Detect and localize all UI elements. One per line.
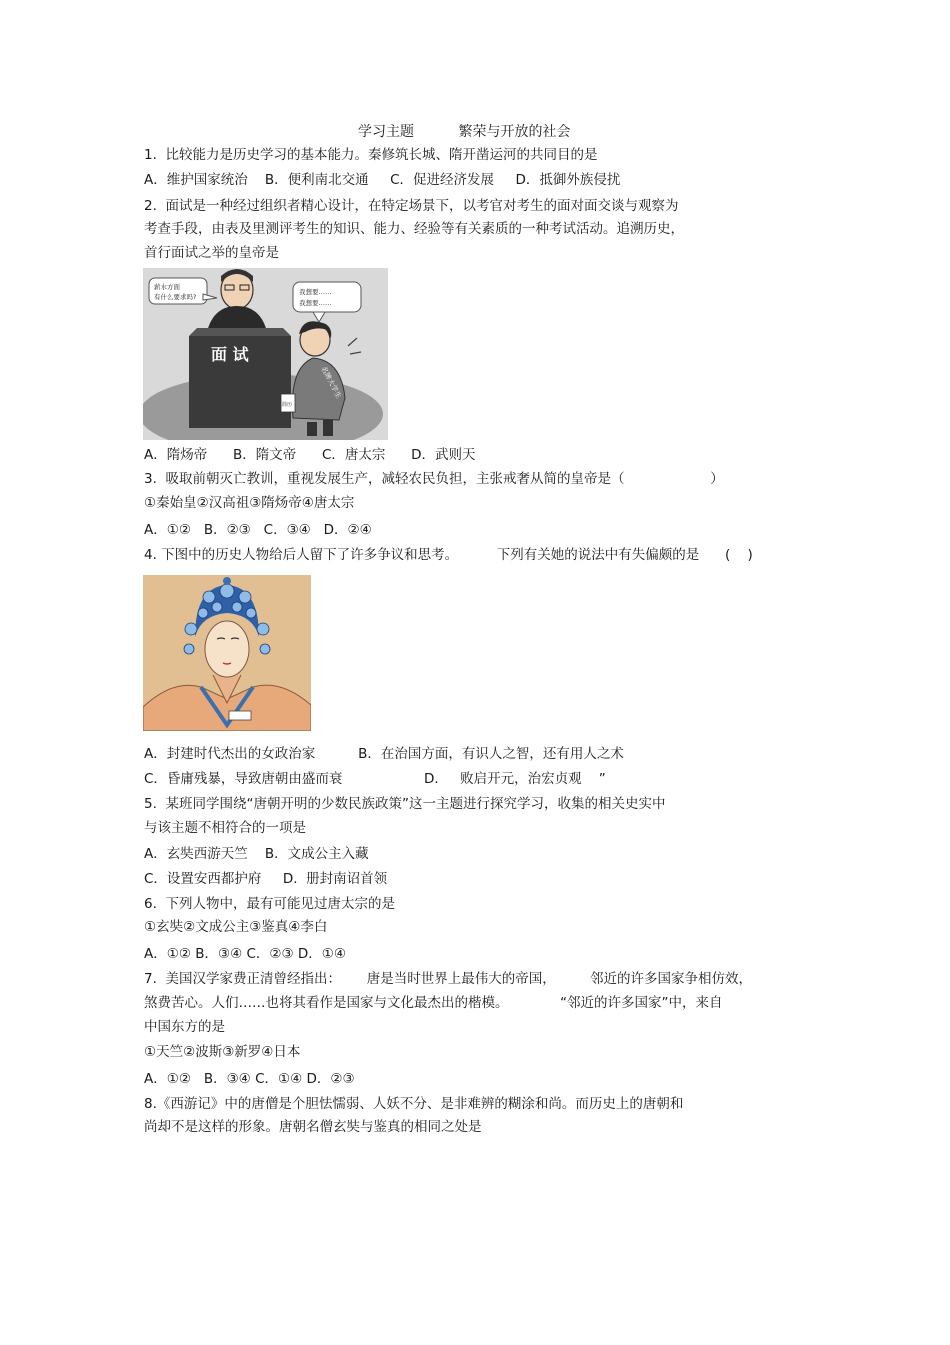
question-6-stem: 6. 下列人物中，最有可能见过唐太宗的是 (144, 896, 395, 912)
question-5-options-line-1: A．玄奘西游天竺 B．文成公主入藏 (144, 846, 369, 862)
student-label: 名牌大学生 (319, 365, 343, 400)
question-3-options: A．①② B．②③ C．③④ D．②④ (144, 522, 372, 538)
question-1-stem: 1. 比较能力是历史学习的基本能力。秦修筑长城、隋开凿运河的共同目的是 (144, 147, 598, 163)
question-4-stem: 4. 下图中的历史人物给后人留下了许多争议和思考。 下列有关她的说法中有失偏颇的是 ( ) (144, 547, 753, 563)
speech-right-line-1: 我想要…… (299, 288, 332, 296)
question-8-stem-line-1: 8.《西游记》中的唐僧是个胆怯懦弱、人妖不分、是非难辨的糊涂和尚。而历史上的唐朝和 (144, 1096, 684, 1112)
interview-cartoon-image (143, 268, 388, 440)
speech-left-line-1: 薪水方面 (154, 283, 180, 291)
question-7-stem-line-1: 7. 美国汉学家费正清曾经指出： 唐是当时世界上最伟大的帝国， 邻近的许多国家争相仿效， (144, 971, 753, 987)
resume-label: 简历 (282, 402, 293, 408)
question-3-choices: ①秦始皇②汉高祖③隋炀帝④唐太宗 (144, 495, 355, 511)
empress-portrait-image (143, 575, 311, 731)
question-8-stem-line-2: 尚却不是这样的形象。唐朝名僧玄奘与鉴真的相同之处是 (144, 1119, 482, 1135)
speech-right-line-2: 我想要…… (299, 299, 332, 307)
question-2-stem-line-2: 考查手段，由表及里测评考生的知识、能力、经验等有关素质的一种考试活动。追溯历史， (144, 221, 684, 237)
title-topic: 繁荣与开放的社会 (458, 124, 571, 140)
question-5-stem-line-1: 5. 某班同学围绕“唐朝开明的少数民族政策”这一主题进行探究学习，收集的相关史实中 (144, 796, 666, 812)
question-7-stem-line-3: 中国东方的是 (144, 1019, 225, 1035)
question-3-stem: 3. 吸取前朝灭亡教训，重视发展生产，减轻农民负担，主张戒奢从简的皇帝是（ ） (144, 471, 724, 487)
question-4-options-line-2: C．昏庸残暴，导致唐朝由盛而衰 D. 败启开元，治宏贞观 ” (144, 771, 606, 787)
question-6-options: A．①② B．③④ C．②③ D．①④ (144, 946, 347, 962)
question-1-options: A．维护国家统治 B．便利南北交通 C．促进经济发展 D．抵御外族侵扰 (144, 172, 621, 188)
page-title (358, 121, 571, 141)
question-2-stem-line-1: 2. 面试是一种经过组织者精心设计，在特定场景下，以考官对考生的面对面交谈与观察为 (144, 198, 679, 214)
question-4-options-line-1: A．封建时代杰出的女政治家 B．在治国方面，有识人之智，还有用人之术 (144, 746, 624, 762)
question-5-options-line-2: C．设置安西都护府 D. 册封南诏首领 (144, 871, 388, 887)
question-7-options: A．①② B．③④ C．①④ D．②③ (144, 1071, 355, 1087)
question-6-choices: ①玄奘②文成公主③鉴真④李白 (144, 919, 328, 935)
question-2-stem-line-3: 首行面试之举的皇帝是 (144, 245, 279, 261)
question-7-choices: ①天竺②波斯③新罗④日本 (144, 1044, 301, 1060)
title-topic-label: 学习主题 (358, 124, 414, 140)
speech-left-line-2: 有什么要求吗? (154, 293, 197, 301)
question-2-options: A．隋炀帝 B．隋文帝 C．唐太宗 D．武则天 (144, 447, 476, 463)
question-5-stem-line-2: 与该主题不相符合的一项是 (144, 820, 306, 836)
desk-label: 面 试 (211, 345, 249, 364)
question-7-stem-line-2: 煞费苦心。人们……也将其看作是国家与文化最杰出的楷模。 “邻近的许多国家”中，来自 (144, 995, 723, 1011)
